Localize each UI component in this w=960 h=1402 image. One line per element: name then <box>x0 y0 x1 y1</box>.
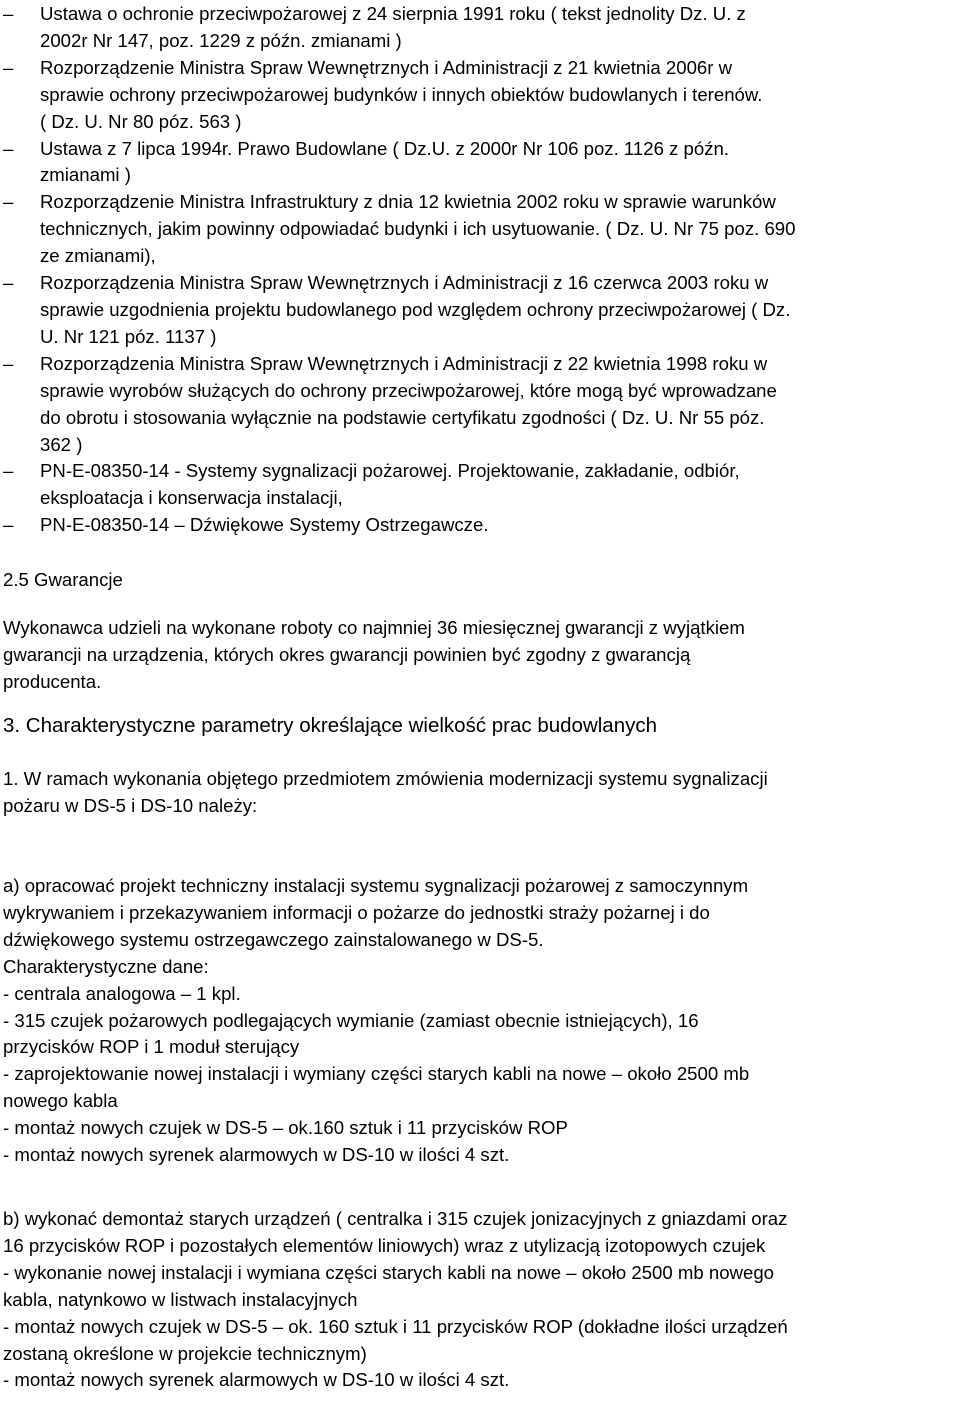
paragraph-line: - montaż nowych czujek w DS-5 – ok.160 sztuk i 11 przycisków ROP <box>3 1117 568 1139</box>
dash-bullet: – <box>3 460 14 482</box>
paragraph-line: - centrala analogowa – 1 kpl. <box>3 982 241 1004</box>
list-item <box>0 458 960 512</box>
paragraph-line: - montaż nowych czujek w DS-5 – ok. 160 sztuk i 11 przycisków ROP (dokładne ilości urządzeń <box>3 1315 788 1337</box>
paragraph-line: wykrywaniem i przekazywaniem informacji o pożarze do jednostki straży pożarnej i do <box>3 901 710 923</box>
list-item-line: eksploatacja i konserwacja instalacji, <box>40 487 343 509</box>
section-3-heading: 3. Charakterystyczne parametry określające wielkość prac budowlanych <box>3 714 658 737</box>
list-item-line: do obrotu i stosowania wyłącznie na podstawie certyfikatu zgodności ( Dz. U. Nr 55 póz. <box>40 406 765 428</box>
item-1-paragraph <box>3 766 958 820</box>
dash-bullet: – <box>3 56 14 78</box>
list-item-line: Ustawa z 7 lipca 1994r. Prawo Budowlane ( Dz.U. z 2000r Nr 106 poz. 1126 z późn. <box>40 137 730 159</box>
section-2-5-heading: 2.5 Gwarancje <box>3 569 123 590</box>
list-item-line: zmianami ) <box>40 164 131 186</box>
paragraph-line: kabla, natynkowo w listwach instalacyjnych <box>3 1288 358 1310</box>
paragraph-line: 1. W ramach wykonania objętego przedmiotem zmówienia modernizacji systemu sygnalizacji <box>3 768 768 789</box>
list-item-line: U. Nr 121 póz. 1137 ) <box>40 325 217 347</box>
list-item-line: Rozporządzenie Ministra Infrastruktury z dnia 12 kwietnia 2002 roku w sprawie warunków <box>40 191 776 213</box>
item-b-paragraph <box>3 1206 958 1394</box>
list-item-line: Ustawa o ochronie przeciwpożarowej z 24 sierpnia 1991 roku ( tekst jednolity Dz. U. z <box>40 3 746 24</box>
list-item-line: 362 ) <box>40 433 83 455</box>
list-item <box>0 512 960 539</box>
paragraph-line: zostaną określone w projekcie technicznym) <box>3 1342 367 1364</box>
paragraph-line: a) opracować projekt techniczny instalacji systemu sygnalizacji pożarowej z samoczynnym <box>3 875 749 896</box>
list-item-line: ze zmianami), <box>40 245 156 267</box>
list-item-line: technicznych, jakim powinny odpowiadać budynki i ich usytuowanie. ( Dz. U. Nr 75 poz. 690 <box>40 218 796 240</box>
list-item-line: 2002r Nr 147, poz. 1229 z późn. zmianami ) <box>40 29 402 51</box>
paragraph-line: b) wykonać demontaż starych urządzeń ( centralka i 315 czujek jonizacyjnych z gniazdami oraz <box>3 1208 788 1229</box>
dash-bullet: – <box>3 3 14 24</box>
list-item <box>0 55 960 136</box>
list-item-line: sprawie uzgodnienia projektu budowlanego pod względem ochrony przeciwpożarowej ( Dz. <box>40 298 791 320</box>
list-item-line: Rozporządzenia Ministra Spraw Wewnętrznych i Administracji z 16 czerwca 2003 roku w <box>40 272 769 294</box>
list-item <box>0 351 960 459</box>
paragraph-line: przycisków ROP i 1 moduł sterujący <box>3 1036 300 1058</box>
paragraph-line: - zaprojektowanie nowej instalacji i wymiany części starych kabli na nowe – około 2500 mb <box>3 1063 750 1085</box>
paragraph-line: nowego kabla <box>3 1090 118 1112</box>
list-item-line: PN-E-08350-14 - Systemy sygnalizacji pożarowej. Projektowanie, zakładanie, odbiór, <box>40 460 740 482</box>
paragraph-line: dźwiękowego systemu ostrzegawczego zainstalowanego w DS-5. <box>3 928 544 950</box>
list-item-line: Rozporządzenia Ministra Spraw Wewnętrznych i Administracji z 22 kwietnia 1998 roku w <box>40 352 768 374</box>
paragraph-line: pożaru w DS-5 i DS-10 należy: <box>3 794 258 816</box>
paragraph-line: - montaż nowych syrenek alarmowych w DS-10 w ilości 4 szt. <box>3 1369 510 1391</box>
list-item-line: ( Dz. U. Nr 80 póz. 563 ) <box>40 110 242 132</box>
dash-bullet: – <box>3 272 14 294</box>
list-item-line: Rozporządzenie Ministra Spraw Wewnętrznych i Administracji z 21 kwietnia 2006r w <box>40 56 733 78</box>
warranty-paragraph <box>3 615 958 696</box>
dash-bullet: – <box>3 191 14 213</box>
dash-bullet: – <box>3 514 14 536</box>
list-item <box>0 1 960 55</box>
paragraph-line: Charakterystyczne dane: <box>3 955 209 977</box>
paragraph-line: Wykonawca udzieli na wykonane roboty co najmniej 36 miesięcznej gwarancji z wyjątkiem <box>3 617 745 638</box>
paragraph-line: gwarancji na urządzenia, których okres gwarancji powinien być zgodny z gwarancją <box>3 643 691 665</box>
list-item <box>0 270 960 351</box>
legal-basis-list <box>0 1 960 539</box>
dash-bullet: – <box>3 352 14 374</box>
list-item-line: sprawie wyrobów służących do ochrony przeciwpożarowej, które mogą być wprowadzane <box>40 379 777 401</box>
paragraph-line: - wykonanie nowej instalacji i wymiana części starych kabli na nowe – około 2500 mb nowego <box>3 1261 775 1283</box>
paragraph-line: 16 przycisków ROP i pozostałych elementów liniowych) wraz z utylizacją izotopowych czujek <box>3 1234 766 1256</box>
list-item <box>0 189 960 270</box>
list-item <box>0 136 960 190</box>
list-item-line: sprawie ochrony przeciwpożarowej budynków i innych obiektów budowlanych i terenów. <box>40 83 763 105</box>
paragraph-line: producenta. <box>3 670 102 692</box>
dash-bullet: – <box>3 137 14 159</box>
paragraph-line: - 315 czujek pożarowych podlegających wymianie (zamiast obecnie istniejących), 16 <box>3 1009 699 1031</box>
list-item-line: PN-E-08350-14 – Dźwiękowe Systemy Ostrzegawcze. <box>40 514 489 536</box>
item-a-paragraph <box>3 873 958 1169</box>
paragraph-line: - montaż nowych syrenek alarmowych w DS-10 w ilości 4 szt. <box>3 1144 510 1166</box>
